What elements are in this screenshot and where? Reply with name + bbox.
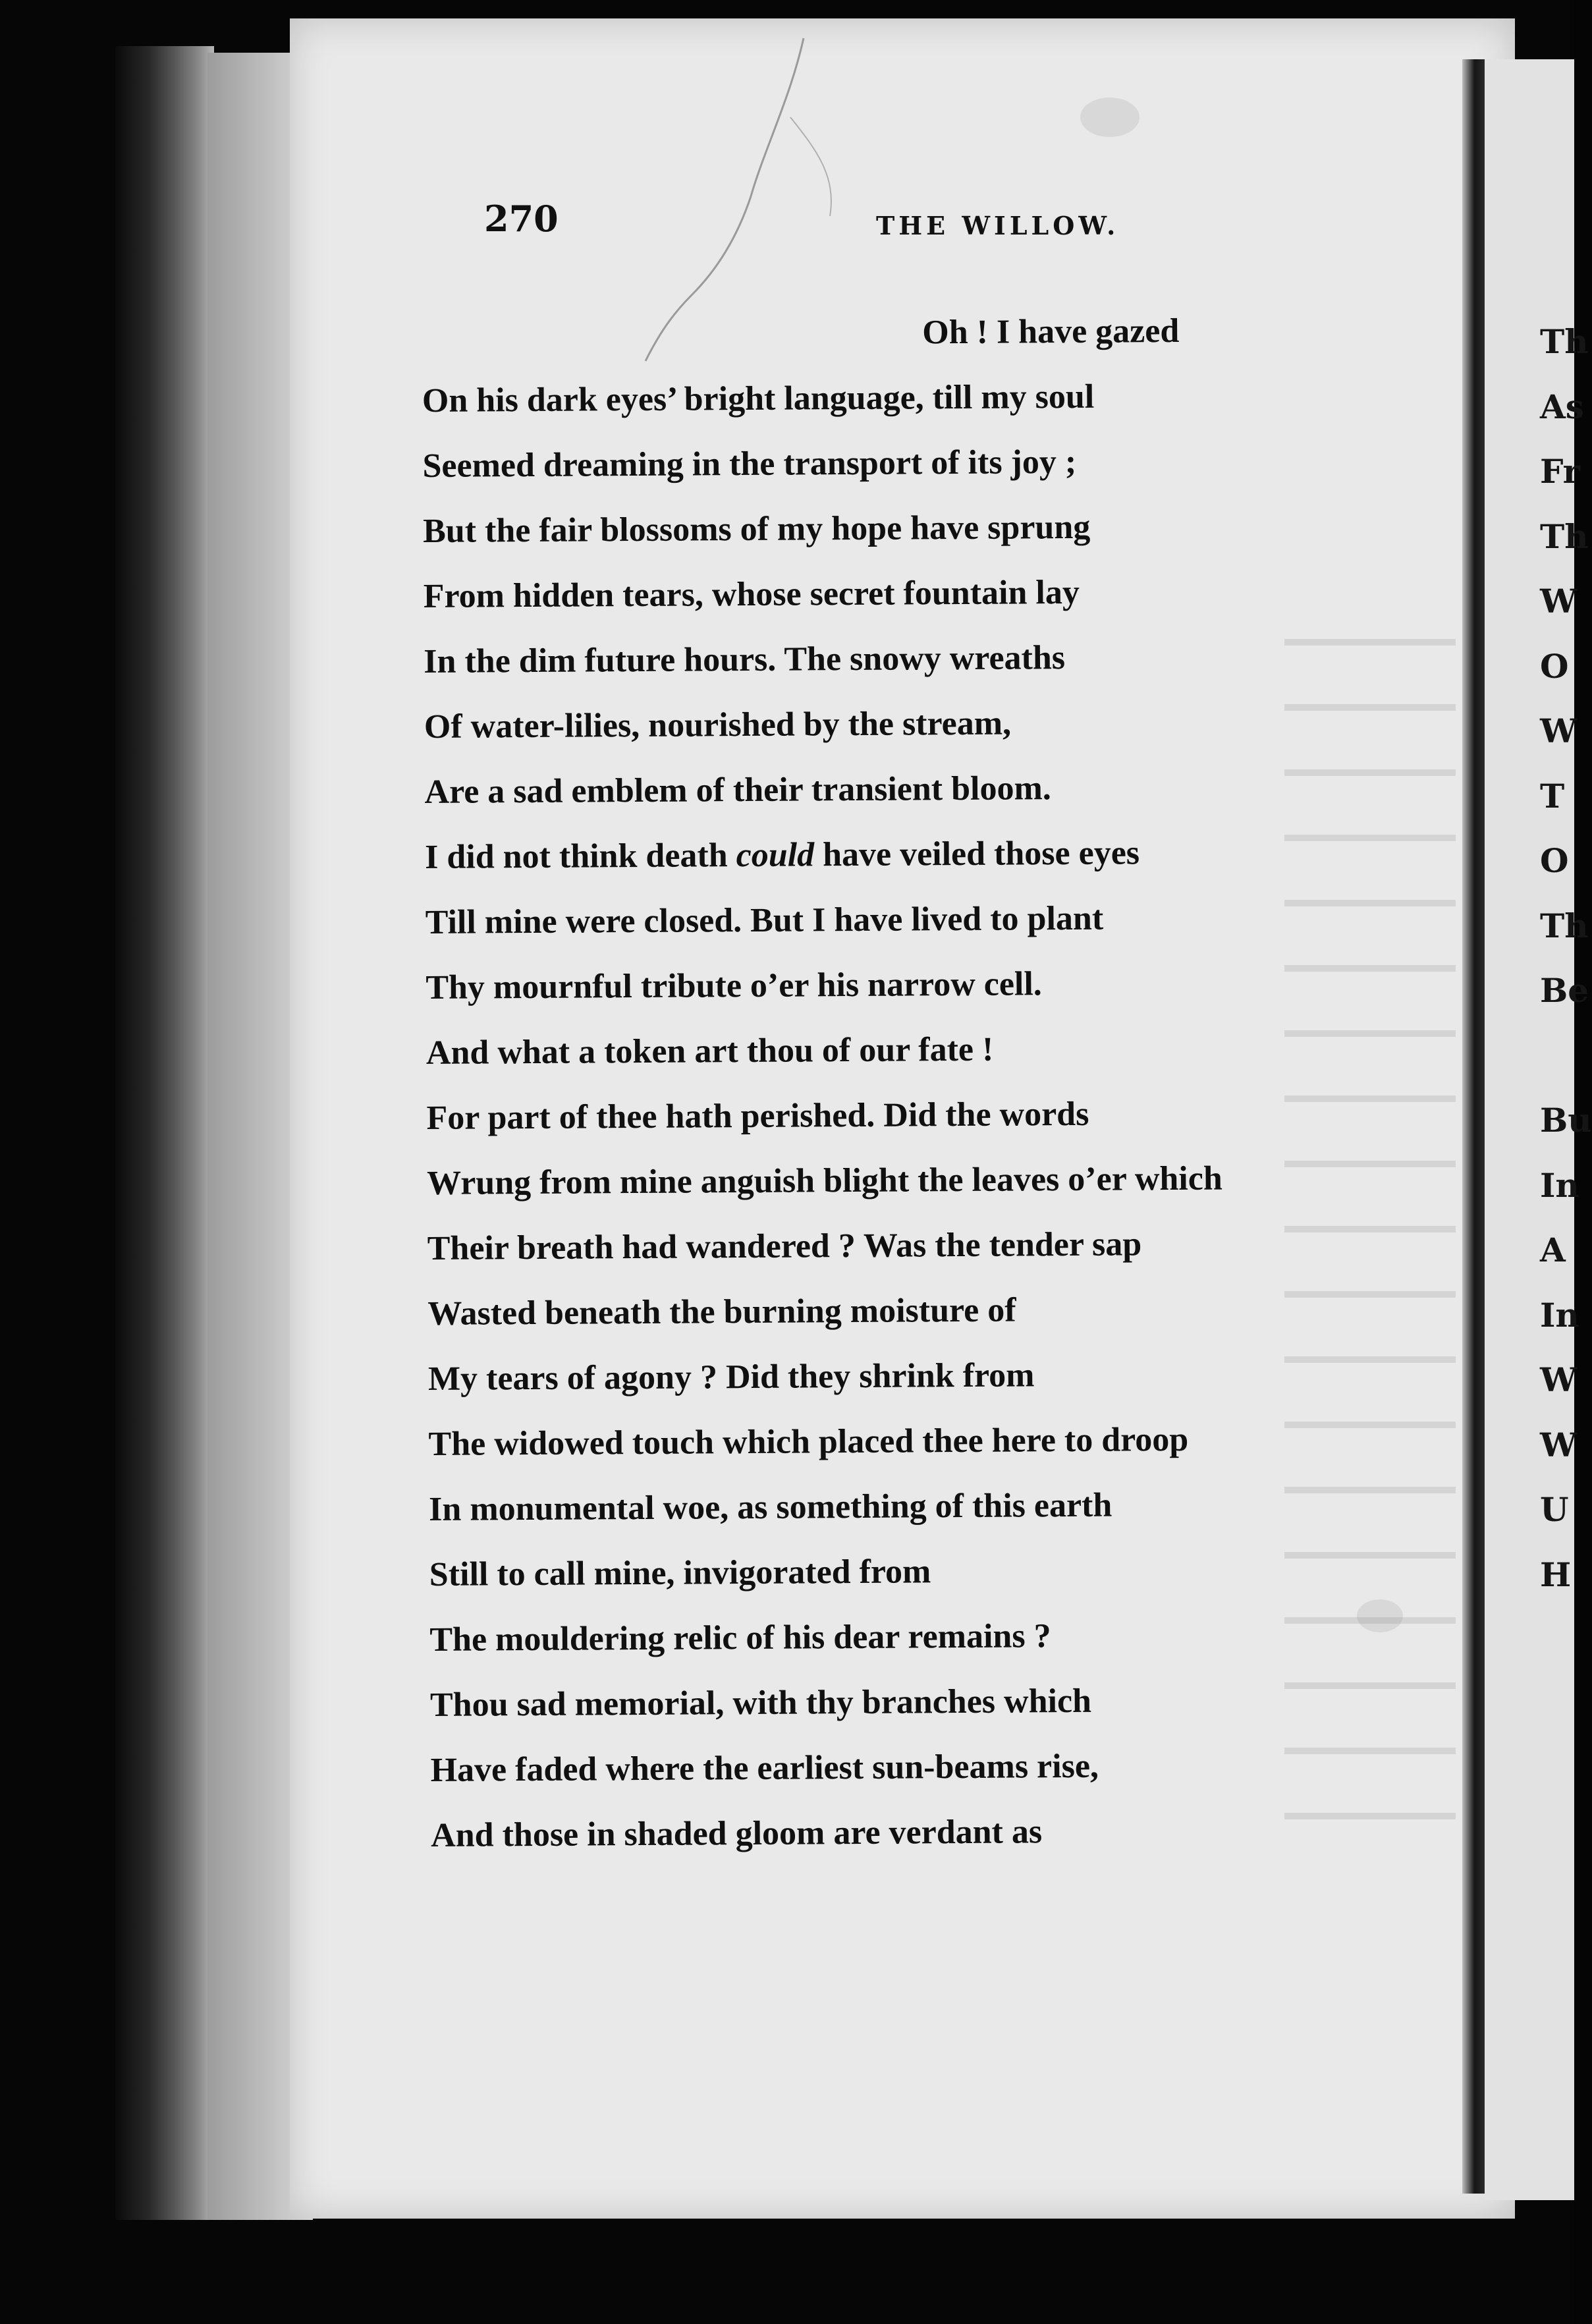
running-title: THE WILLOW. xyxy=(876,211,1120,240)
facing-line-start: Fr xyxy=(1540,452,1580,491)
poem-body xyxy=(422,296,1458,1868)
facing-line-start: H xyxy=(1540,1555,1572,1594)
poem-line: The widowed touch which placed thee here to droop xyxy=(428,1420,1189,1463)
facing-line-start: W xyxy=(1540,1360,1578,1399)
facing-line-start: W xyxy=(1540,711,1578,750)
book-gutter xyxy=(1462,59,1485,2194)
poem-line: And those in shaded gloom are verdant as xyxy=(431,1813,1043,1854)
poem-line: The mouldering relic of his dear remains ? xyxy=(429,1617,1051,1659)
facing-line-start: In xyxy=(1540,1165,1579,1205)
poem-line: Thou sad memorial, with thy branches which xyxy=(429,1682,1092,1724)
poem-line: Oh ! I have gazed xyxy=(922,312,1180,352)
facing-line-start: In xyxy=(1540,1295,1579,1335)
facing-line-start: A xyxy=(1540,1231,1566,1269)
poem-line: Have faded where the earliest sun-beams rise, xyxy=(430,1747,1099,1789)
facing-line-start: Bu xyxy=(1540,1101,1592,1140)
poem-line: Are a sad emblem of their transient bloom. xyxy=(424,769,1052,811)
facing-line-start: O xyxy=(1540,646,1569,686)
poem-line: Wasted beneath the burning moisture of xyxy=(427,1291,1016,1333)
facing-line-start xyxy=(1540,1024,1574,1089)
page-number: 270 xyxy=(484,198,559,240)
italic-word: could xyxy=(736,836,815,875)
facing-line-start: O xyxy=(1540,841,1569,880)
page-stain xyxy=(1080,97,1139,137)
poem-line: From hidden tears, whose secret fountain lay xyxy=(423,573,1080,615)
poem-line: Their breath had wandered ? Was the tender sap xyxy=(427,1225,1142,1267)
poem-line: My tears of agony ? Did they shrink from xyxy=(427,1356,1035,1398)
facing-line-start: W xyxy=(1540,1425,1578,1464)
poem-line: On his dark eyes’ bright language, till my soul xyxy=(422,377,1095,420)
facing-line-start: Th xyxy=(1540,516,1589,556)
running-head xyxy=(0,198,1574,257)
facing-line-start: Th xyxy=(1540,906,1589,945)
facing-line-start: Th xyxy=(1540,322,1589,361)
poem-line: Seemed dreaming in the transport of its joy ; xyxy=(422,443,1077,485)
poem-line: In monumental woe, as something of this earth xyxy=(429,1486,1112,1528)
poem-line: Of water-lilies, nourished by the stream, xyxy=(424,704,1012,746)
poem-line: For part of thee hath perished. Did the words xyxy=(426,1095,1089,1137)
book-spine xyxy=(115,46,214,2220)
facing-line-start: Be xyxy=(1540,971,1589,1010)
facing-line-start: U xyxy=(1540,1490,1569,1529)
poem-line: Thy mournful tribute o’er his narrow cell. xyxy=(425,965,1043,1007)
poem-line: I did not think death could have veiled those eyes xyxy=(424,834,1140,876)
facing-line-start: As xyxy=(1540,387,1584,426)
poem-line: Till mine were closed. But I have lived to plant xyxy=(425,899,1104,941)
facing-line-start: W xyxy=(1540,582,1578,621)
poem-line: And what a token art thou of our fate ! xyxy=(425,1030,994,1072)
poem-line: In the dim future hours. The snowy wreaths xyxy=(424,639,1066,680)
facing-line-start: T xyxy=(1540,776,1565,816)
poem-line: Still to call mine, invigorated from xyxy=(429,1553,931,1593)
poem-line: But the fair blossoms of my hope have sprung xyxy=(422,508,1091,550)
poem-line: Wrung from mine anguish blight the leaves o’er which xyxy=(426,1159,1222,1202)
facing-page-line-starts xyxy=(1540,310,1592,1607)
